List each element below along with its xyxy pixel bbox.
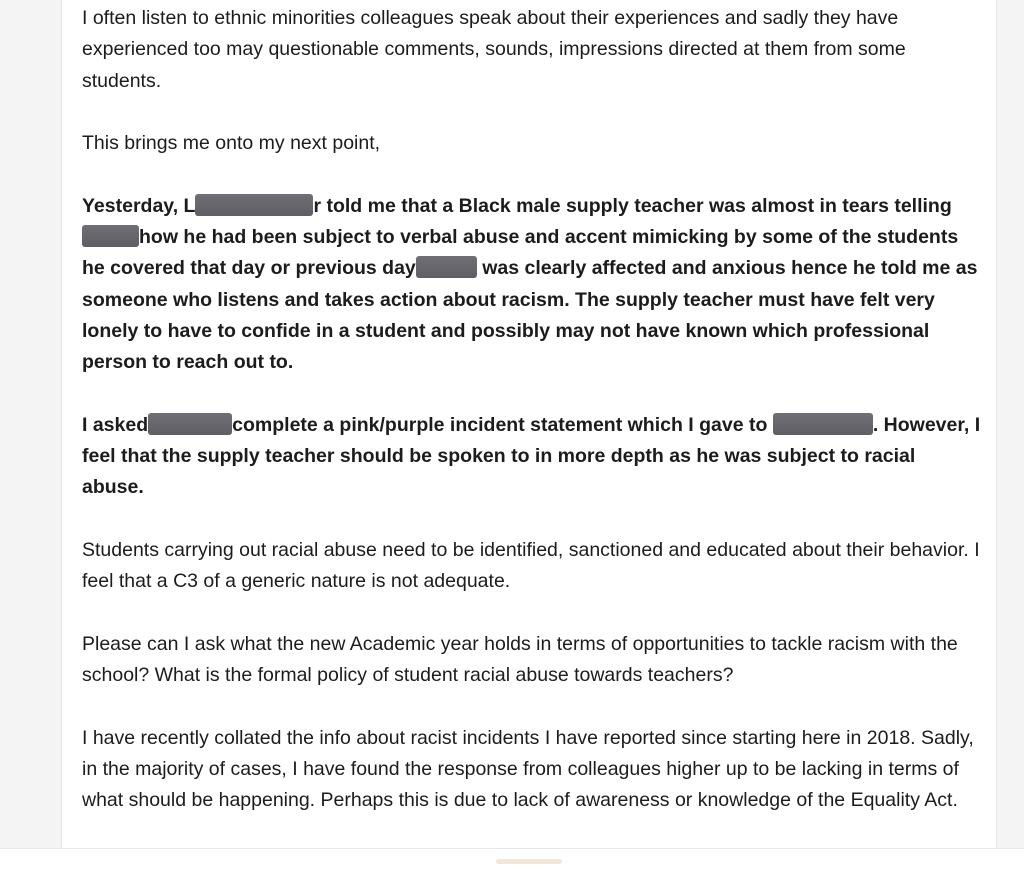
bottom-bar (0, 848, 1024, 873)
incident-text-1: Yesterday, L (82, 194, 196, 217)
redaction-block (195, 194, 313, 216)
statement-text-3: . However, I feel that the supply teacher should be spoken to in more depth as he was subject to racial abuse. (82, 413, 981, 499)
paragraph-colleague-experiences: I often listen to ethnic minorities colleagues speak about their experiences and sadly they have experienced too may questionable comments, sounds, impressions directed at them from some students. (82, 7, 906, 92)
redaction-block (148, 413, 232, 435)
redaction-block (773, 413, 873, 435)
statement-text-1: I asked (82, 413, 149, 436)
paragraph-next-point: This brings me onto my next point, (82, 132, 381, 155)
paragraph-incident-statement (82, 410, 982, 504)
incident-text-4: was clearly affected and anxious hence he told me as someone who listens and takes action about racism. The supply teacher must have felt very lonely to have to confide in a student and possibly may not have known which professional person to reach out to. (82, 257, 978, 374)
incident-text-3: how he had been subject to verbal abuse and accent mimicking by some of the students he covered that day or previous day (82, 226, 959, 280)
document-page (61, 0, 997, 848)
redaction-block (416, 256, 477, 278)
paragraph-supply-teacher-incident (82, 191, 982, 379)
paragraph-policy-question: Please can I ask what the new Academic year holds in terms of opportunities to tackle racism with the school? What is the formal policy of student racial abuse towards teachers? (82, 632, 958, 687)
statement-text-2: complete a pink/purple incident statement which I gave to (232, 413, 768, 436)
redaction-block (82, 225, 139, 247)
paragraph-collated-incidents: I have recently collated the info about racist incidents I have reported since starting here in 2018. Sadly, in the majority of cases, I have found the response from colleagues higher up to be lacking in terms of what should be happening. Perhaps this is due to lack of awareness or knowledge of the Equality Act. (82, 726, 974, 812)
incident-text-2: r told me that a Black male supply teacher was almost in tears telling (313, 194, 952, 217)
message-body (82, 3, 982, 848)
paragraph-sanctions: Students carrying out racial abuse need to be identified, sanctioned and educated about their behavior. I feel that a C3 of a generic nature is not adequate. (82, 539, 980, 593)
scroll-handle[interactable] (496, 859, 562, 864)
